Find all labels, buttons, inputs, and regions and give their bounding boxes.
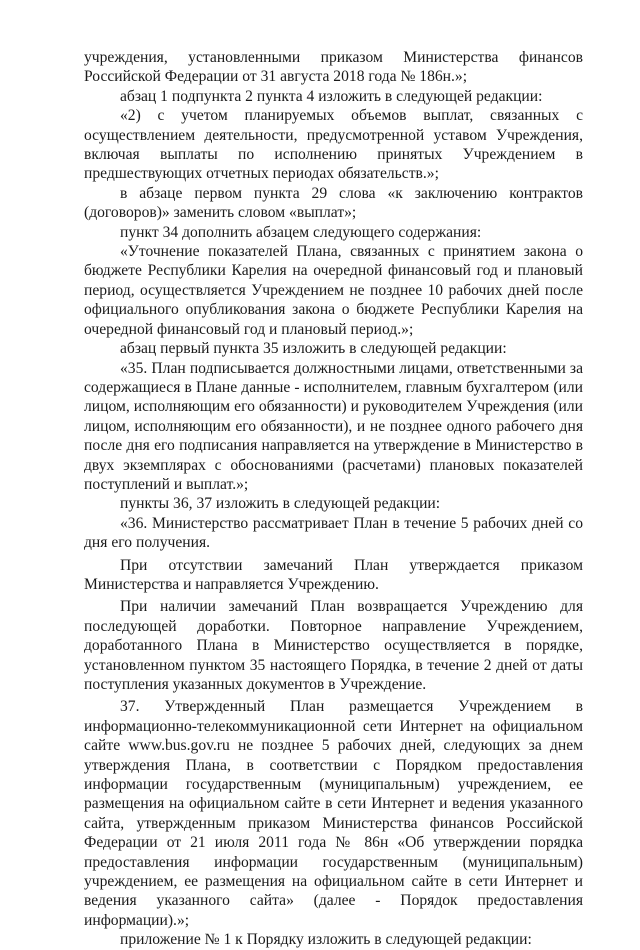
paragraph-amendment-item34: пункт 34 дополнить абзацем следующего содержания: <box>120 223 482 241</box>
paragraph-no-remarks: При отсутствии замечаний План утверждается приказом Министерства и направляется Учреждению. <box>84 556 583 593</box>
paragraph-item37: 37. Утвержденный План размещается Учреждением в информационно-телекоммуникационной сети Интернет на официальном сайте www.bus.gov.ru не позднее 5 рабочих дней, следующих за днем утверждения Плана, в соответствии с Порядком предоставления информации государственным (муниципальным) учреждением, ее размещения на официальном сайте в сети Интернет и ведения указанного сайта, утвержденным приказом Министерства финансов Российской Федерации от 21 июля 2011 года № 86н «Об утверждении порядка предоставления информации государственным (муниципальным) учреждением, ее размещения на официальном сайте в сети Интернет и ведения указанного сайта» (далее - Порядок предоставления информации).»; <box>84 698 583 929</box>
paragraph-amendment-item4: абзац 1 подпункта 2 пункта 4 изложить в следующей редакции: <box>120 87 543 105</box>
paragraph-continuation: учреждения, установленными приказом Министерства финансов Российской Федерации от 31 августа 2018 года № 186н.»; <box>84 49 583 86</box>
paragraph-amendment-item35: абзац первый пункта 35 изложить в следующей редакции: <box>120 340 507 358</box>
paragraph-quote-item35: «35. План подписывается должностными лицами, ответственными за содержащиеся в Плане данные - исполнителем, главным бухгалтером (или лицом, исполняющим его обязанности) и руководителем Учреждения (или лицом, исполняющим его обязанности), и не позднее одного рабочего дня после дня его подписания направляется на утверждение в Министерство в двух экземплярах с обоснованиями (расчетами) плановых показателей поступлений и выплат.»; <box>84 359 583 493</box>
paragraph-appendix1: приложение № 1 к Порядку изложить в следующей редакции: <box>120 931 532 949</box>
paragraph-quote-item36: «36. Министерство рассматривает План в течение 5 рабочих дней со дня его получения. <box>84 514 583 552</box>
paragraph-amendment-items36-37: пункты 36, 37 изложить в следующей редакции: <box>120 495 441 513</box>
document-body <box>84 48 583 950</box>
paragraph-with-remarks: При наличии замечаний План возвращается Учреждению для последующей доработки. Повторное направление Учреждением, доработанного Плана в Министерство осуществляется в порядке, установленном пунктом 35 настоящего Порядка, в течение 2 дней от даты поступления указанных документов в Учреждение. <box>84 598 583 693</box>
paragraph-quote-item34: «Уточнение показателей Плана, связанных с принятием закона о бюджете Республики Карелия на очередной финансовый год и плановый период, осуществляется Учреждением не позднее 10 рабочих дней после официального опубликования закона о бюджете Республики Карелия на очередной финансовый год и плановый период.»; <box>84 243 583 338</box>
paragraph-quote-subitem2: «2) с учетом планируемых объемов выплат, связанных с осуществлением деятельности, предусмотренной уставом Учреждения, включая выплаты по исполнению принятых Учреждением в предшествующих отчетных периодах обязательств.»; <box>84 107 583 183</box>
paragraph-amendment-item29: в абзаце первом пункта 29 слова «к заключению контрактов (договоров)» заменить словом «выплат»; <box>84 184 583 222</box>
